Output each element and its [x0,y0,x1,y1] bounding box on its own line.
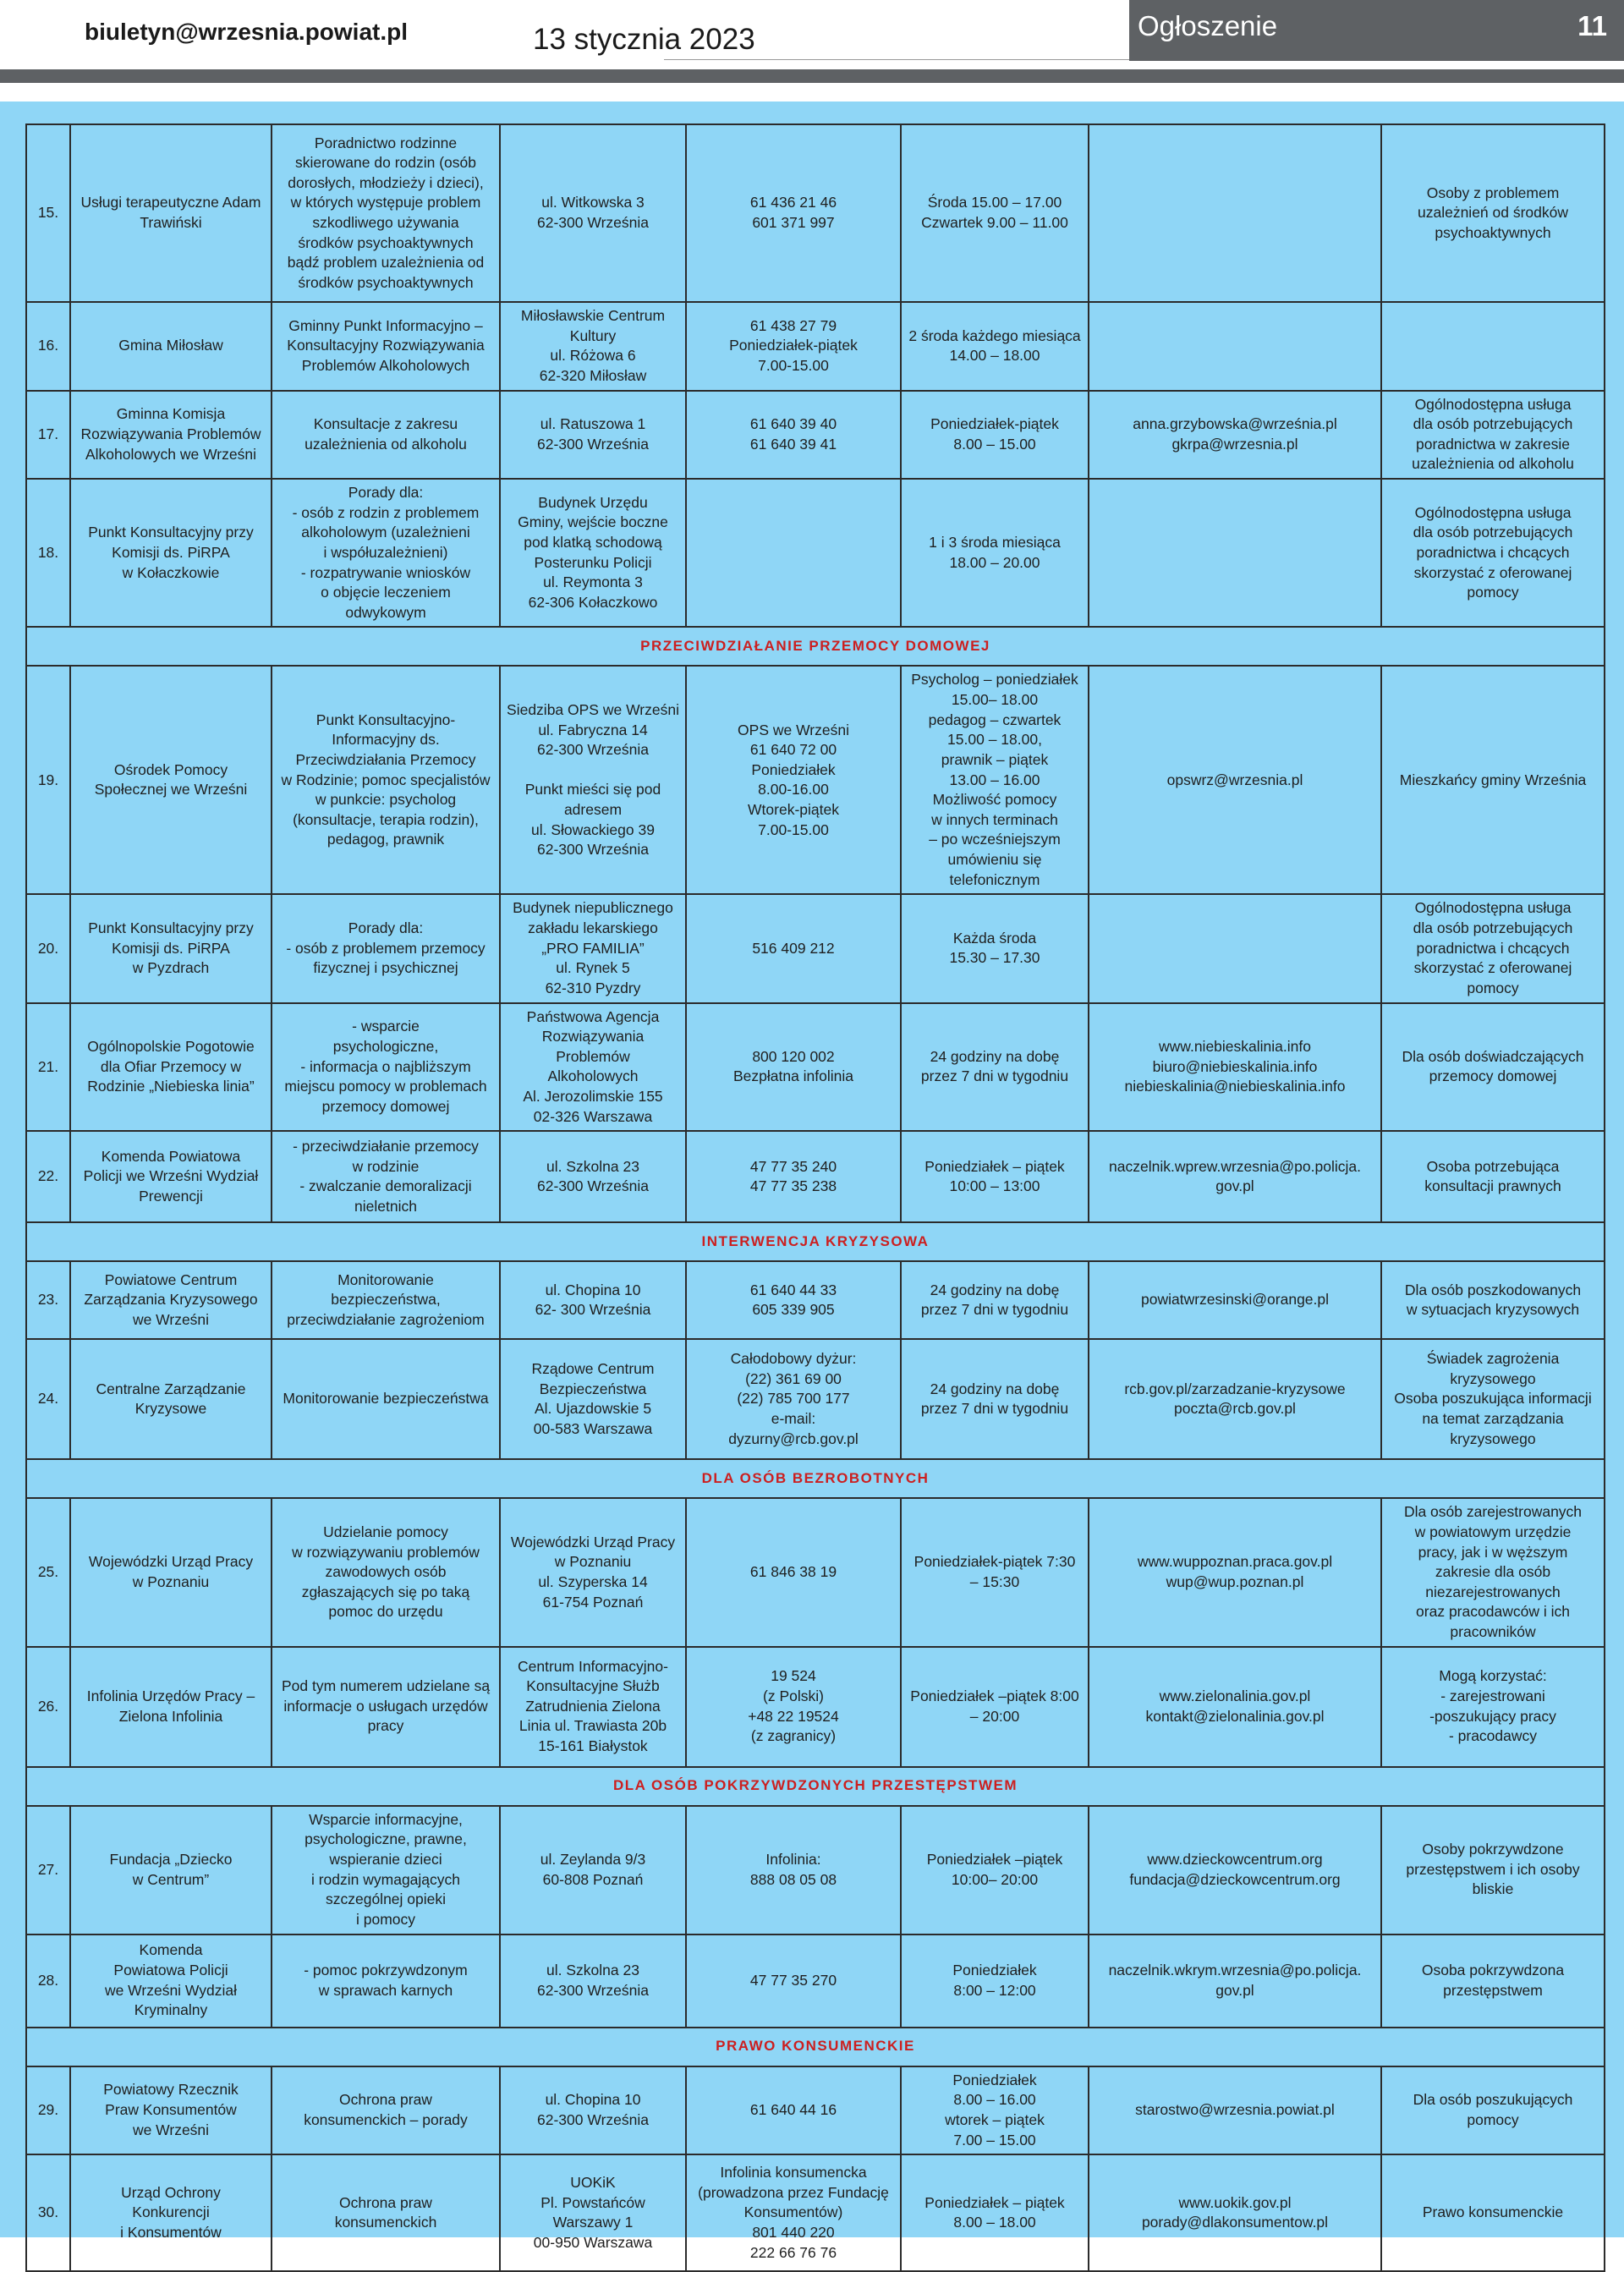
entry-contact[interactable]: www.niebieskalinia.info biuro@niebieskalinia.info niebieskalinia@niebieskalinia.info [1089,1003,1381,1132]
entry-number: 17. [26,391,70,480]
section-title: INTERWENCJA KRYZYSOWA [26,1222,1605,1261]
table-row [26,2154,1605,2271]
entry-audience [1381,302,1605,391]
entry-number: 23. [26,1261,70,1339]
entry-scope: Poradnictwo rodzinne skierowane do rodzin (osób dorosłych, młodzieży i dzieci), w których występuje problem szkodliwego używania środków psychoaktywnych bądź problem uzależnienia od środków psychoaktywnych [272,124,500,302]
entry-contact[interactable]: rcb.gov.pl/zarzadzanie-kryzysowe poczta@rcb.gov.pl [1089,1339,1381,1459]
entry-address: ul. Chopina 10 62- 300 Września [500,1261,686,1339]
entry-address: ul. Chopina 10 62-300 Września [500,2066,686,2155]
entry-address: Budynek niepublicznego zakładu lekarskiego „PRO FAMILIA” ul. Rynek 5 62-310 Pyzdry [500,894,686,1002]
entry-number: 22. [26,1131,70,1222]
entry-audience: Świadek zagrożenia kryzysowego Osoba poszukująca informacji na temat zarządzania kryzysowego [1381,1339,1605,1459]
header-section-box [1129,0,1624,61]
section-title: PRZECIWDZIAŁANIE PRZEMOCY DOMOWEJ [26,627,1605,666]
entry-audience: Osoba potrzebująca konsultacji prawnych [1381,1131,1605,1222]
entry-address: ul. Zeylanda 9/3 60-808 Poznań [500,1806,686,1934]
entry-contact [1089,479,1381,627]
entry-phone: Całodobowy dyżur: (22) 361 69 00 (22) 785 700 177 e-mail: dyzurny@rcb.gov.pl [686,1339,901,1459]
entry-hours: Poniedziałek –piątek 10:00– 20:00 [901,1806,1089,1934]
entry-number: 29. [26,2066,70,2155]
entry-phone: OPS we Wrześni 61 640 72 00 Poniedziałek 8.00-16.00 Wtorek-piątek 7.00-15.00 [686,666,901,894]
entry-address: Budynek Urzędu Gminy, wejście boczne pod klatką schodową Posterunku Policji ul. Reymonta 3 62-306 Kołaczkowo [500,479,686,627]
entry-hours: Każda środa 15.30 – 17.30 [901,894,1089,1002]
entry-audience: Dla osób doświadczających przemocy domowej [1381,1003,1605,1132]
entry-hours: Psycholog – poniedziałek 15.00– 18.00 pedagog – czwartek 15.00 – 18.00, prawnik – piątek 13.00 – 16.00 Możliwość pomocy w innych terminach – po wcześniejszym umówieniu się telefonicznym [901,666,1089,894]
entry-hours: 24 godziny na dobę przez 7 dni w tygodniu [901,1261,1089,1339]
entry-name: Urząd Ochrony Konkurencji i Konsumentów [70,2154,272,2271]
entry-name: Usługi terapeutyczne Adam Trawiński [70,124,272,302]
entry-number: 30. [26,2154,70,2271]
header-email[interactable]: biuletyn@wrzesnia.powiat.pl [85,19,409,45]
entry-name: Komenda Powiatowa Policji we Wrześni Wydział Kryminalny [70,1934,272,2028]
table-row [26,2066,1605,2155]
entry-audience: Ogólnodostępna usługa dla osób potrzebujących poradnictwa i chcących skorzystać z oferowanej pomocy [1381,894,1605,1002]
entry-hours: 24 godziny na dobę przez 7 dni w tygodniu [901,1339,1089,1459]
table-row [26,1498,1605,1646]
entry-address: Państwowa Agencja Rozwiązywania Problemów Alkoholowych Al. Jerozolimskie 155 02-326 Warszawa [500,1003,686,1132]
entry-contact[interactable]: www.zielonalinia.gov.pl kontakt@zielonalinia.gov.pl [1089,1647,1381,1767]
entry-audience: Dla osób poszkodowanych w sytuacjach kryzysowych [1381,1261,1605,1339]
entry-audience: Osoba pokrzywdzona przestępstwem [1381,1934,1605,2028]
entry-audience: Osoby z problemem uzależnień od środków psychoaktywnych [1381,124,1605,302]
entry-hours: Poniedziałek 8.00 – 16.00 wtorek – piątek 7.00 – 15.00 [901,2066,1089,2155]
entry-audience: Ogólnodostępna usługa dla osób potrzebujących poradnictwa i chcących skorzystać z oferowanej pomocy [1381,479,1605,627]
entry-scope: Pod tym numerem udzielane są informacje o usługach urzędów pracy [272,1647,500,1767]
services-table [25,123,1605,2272]
entry-name: Ośrodek Pomocy Społecznej we Wrześni [70,666,272,894]
entry-phone: 47 77 35 270 [686,1934,901,2028]
entry-scope: Wsparcie informacyjne, psychologiczne, prawne, wspieranie dzieci i rodzin wymagających szczególnej opieki i pomocy [272,1806,500,1934]
entry-contact[interactable]: www.dzieckowcentrum.org fundacja@dzieckowcentrum.org [1089,1806,1381,1934]
entry-hours: 1 i 3 środa miesiąca 18.00 – 20.00 [901,479,1089,627]
header-divider [664,59,1129,60]
entry-address: ul. Ratuszowa 1 62-300 Września [500,391,686,480]
entry-address: Wojewódzki Urząd Pracy w Poznaniu ul. Szyperska 14 61-754 Poznań [500,1498,686,1646]
entry-phone: 61 640 44 16 [686,2066,901,2155]
entry-scope: - wsparcie psychologiczne, - informacja o najbliższym miejscu pomocy w problemach przemocy domowej [272,1003,500,1132]
entry-phone: 61 640 44 33 605 339 905 [686,1261,901,1339]
entry-number: 20. [26,894,70,1002]
section-header-row [26,1767,1605,1806]
section-header-row [26,627,1605,666]
entry-name: Powiatowe Centrum Zarządzania Kryzysowego we Wrześni [70,1261,272,1339]
entry-phone: 516 409 212 [686,894,901,1002]
entry-hours: Poniedziałek – piątek 8.00 – 18.00 [901,2154,1089,2271]
entry-number: 28. [26,1934,70,2028]
table-row [26,1934,1605,2028]
table-row [26,1131,1605,1222]
entry-phone: 800 120 002 Bezpłatna infolinia [686,1003,901,1132]
entry-name: Komenda Powiatowa Policji we Wrześni Wydział Prewencji [70,1131,272,1222]
entry-contact[interactable]: starostwo@wrzesnia.powiat.pl [1089,2066,1381,2155]
entry-address: ul. Witkowska 3 62-300 Września [500,124,686,302]
entry-hours: Poniedziałek 8:00 – 12:00 [901,1934,1089,2028]
entry-name: Ogólnopolskie Pogotowie dla Ofiar Przemocy w Rodzinie „Niebieska linia” [70,1003,272,1132]
entry-name: Wojewódzki Urząd Pracy w Poznaniu [70,1498,272,1646]
section-header-row [26,1222,1605,1261]
entry-number: 19. [26,666,70,894]
entry-hours: Poniedziałek – piątek 10:00 – 13:00 [901,1131,1089,1222]
entry-scope: - przeciwdziałanie przemocy w rodzinie - zwalczanie demoralizacji nieletnich [272,1131,500,1222]
entry-number: 24. [26,1339,70,1459]
table-row [26,1003,1605,1132]
table-row [26,1339,1605,1459]
entry-number: 25. [26,1498,70,1646]
section-title: DLA OSÓB BEZROBOTNYCH [26,1459,1605,1498]
entry-scope: Ochrona praw konsumenckich – porady [272,2066,500,2155]
entry-number: 18. [26,479,70,627]
entry-scope: - pomoc pokrzywdzonym w sprawach karnych [272,1934,500,2028]
entry-audience: Mogą korzystać: - zarejestrowani -poszukujący pracy - pracodawcy [1381,1647,1605,1767]
entry-scope: Porady dla: - osób z rodzin z problemem alkoholowym (uzależnieni i współuzależnieni) - rozpatrywanie wniosków o objęcie leczeniem odwykowym [272,479,500,627]
section-header-row [26,1459,1605,1498]
section-title: DLA OSÓB POKRZYWDZONYCH PRZESTĘPSTWEM [26,1767,1605,1806]
entry-audience: Mieszkańcy gminy Września [1381,666,1605,894]
entry-address: ul. Szkolna 23 62-300 Września [500,1934,686,2028]
entry-phone [686,479,901,627]
entry-address: Siedziba OPS we Wrześni ul. Fabryczna 14 62-300 Września Punkt mieści się pod adresem ul. Słowackiego 39 62-300 Września [500,666,686,894]
entry-address: ul. Szkolna 23 62-300 Września [500,1131,686,1222]
entry-audience: Dla osób poszukujących pomocy [1381,2066,1605,2155]
table-row [26,894,1605,1002]
entry-number: 26. [26,1647,70,1767]
entry-contact[interactable]: opswrz@wrzesnia.pl [1089,666,1381,894]
entry-name: Gmina Miłosław [70,302,272,391]
entry-hours: 2 środa każdego miesiąca 14.00 – 18.00 [901,302,1089,391]
entry-scope: Monitorowanie bezpieczeństwa [272,1339,500,1459]
entry-number: 21. [26,1003,70,1132]
content-panel [0,102,1624,2261]
entry-phone: 61 846 38 19 [686,1498,901,1646]
entry-name: Infolinia Urzędów Pracy – Zielona Infolinia [70,1647,272,1767]
page-number: 11 [1577,10,1607,41]
table-row [26,302,1605,391]
entry-scope: Porady dla: - osób z problemem przemocy fizycznej i psychicznej [272,894,500,1002]
entry-hours: Poniedziałek –piątek 8:00 – 20:00 [901,1647,1089,1767]
entry-name: Centralne Zarządzanie Kryzysowe [70,1339,272,1459]
entry-contact[interactable]: www.uokik.gov.pl porady@dlakonsumentow.pl [1089,2154,1381,2271]
entry-phone: 47 77 35 240 47 77 35 238 [686,1131,901,1222]
section-header-row [26,2028,1605,2066]
entry-number: 16. [26,302,70,391]
header-bar [0,69,1624,83]
table-row [26,1806,1605,1934]
entry-hours: Poniedziałek-piątek 7:30 – 15:30 [901,1498,1089,1646]
entry-phone: 61 436 21 46 601 371 997 [686,124,901,302]
entry-name: Gminna Komisja Rozwiązywania Problemów Alkoholowych we Wrześni [70,391,272,480]
entry-phone: 61 640 39 40 61 640 39 41 [686,391,901,480]
table-row [26,124,1605,302]
entry-scope: Monitorowanie bezpieczeństwa, przeciwdziałanie zagrożeniom [272,1261,500,1339]
entry-address: Rządowe Centrum Bezpieczeństwa Al. Ujazdowskie 5 00-583 Warszawa [500,1339,686,1459]
entry-phone: 19 524 (z Polski) +48 22 19524 (z zagranicy) [686,1647,901,1767]
entry-scope: Udzielanie pomocy w rozwiązywaniu problemów zawodowych osób zgłaszających się po taką pomoc do urzędu [272,1498,500,1646]
entry-scope: Ochrona praw konsumenckich [272,2154,500,2271]
entry-name: Punkt Konsultacyjny przy Komisji ds. PiRPA w Kołaczkowie [70,479,272,627]
table-row [26,391,1605,480]
entry-hours: Poniedziałek-piątek 8.00 – 15.00 [901,391,1089,480]
entry-contact[interactable]: powiatwrzesinski@orange.pl [1089,1261,1381,1339]
entry-number: 15. [26,124,70,302]
table-row [26,666,1605,894]
entry-hours: 24 godziny na dobę przez 7 dni w tygodniu [901,1003,1089,1132]
entry-contact[interactable]: anna.grzybowska@września.pl gkrpa@wrzesnia.pl [1089,391,1381,480]
entry-contact[interactable]: naczelnik.wkrym.wrzesnia@po.policja. gov.pl [1089,1934,1381,2028]
entry-address: UOKiK Pl. Powstańców Warszawy 1 00-950 Warszawa [500,2154,686,2271]
header-section-title: Ogłoszenie [1138,10,1278,41]
section-title: PRAWO KONSUMENCKIE [26,2028,1605,2066]
table-row [26,1647,1605,1767]
entry-audience: Osoby pokrzywdzone przestępstwem i ich osoby bliskie [1381,1806,1605,1934]
entry-address: Centrum Informacyjno- Konsultacyjne Służb Zatrudnienia Zielona Linia ul. Trawiasta 20b 15-161 Białystok [500,1647,686,1767]
entry-name: Punkt Konsultacyjny przy Komisji ds. PiRPA w Pyzdrach [70,894,272,1002]
header-date: 13 stycznia 2023 [533,23,755,56]
entry-scope: Punkt Konsultacyjno- Informacyjny ds. Przeciwdziałania Przemocy w Rodzinie; pomoc specjalistów w punkcie: psycholog (konsultacje, terapia rodzin), pedagog, prawnik [272,666,500,894]
entry-phone: Infolinia konsumencka (prowadzona przez Fundację Konsumentów) 801 440 220 222 66 76 76 [686,2154,901,2271]
entry-scope: Konsultacje z zakresu uzależnienia od alkoholu [272,391,500,480]
entry-contact [1089,124,1381,302]
entry-audience: Dla osób zarejestrowanych w powiatowym urzędzie pracy, jak i w węższym zakresie dla osób niezarejestrowanych oraz pracodawców i ich pracowników [1381,1498,1605,1646]
entry-name: Fundacja „Dziecko w Centrum” [70,1806,272,1934]
entry-contact[interactable]: www.wuppoznan.praca.gov.pl wup@wup.poznan.pl [1089,1498,1381,1646]
entry-contact [1089,302,1381,391]
entry-audience: Ogólnodostępna usługa dla osób potrzebujących poradnictwa w zakresie uzależnienia od alkoholu [1381,391,1605,480]
table-row [26,479,1605,627]
entry-scope: Gminny Punkt Informacyjno – Konsultacyjny Rozwiązywania Problemów Alkoholowych [272,302,500,391]
entry-number: 27. [26,1806,70,1934]
page-header [0,0,1624,68]
entry-audience: Prawo konsumenckie [1381,2154,1605,2271]
entry-contact[interactable]: naczelnik.wprew.wrzesnia@po.policja. gov.pl [1089,1131,1381,1222]
entry-phone: 61 438 27 79 Poniedziałek-piątek 7.00-15.00 [686,302,901,391]
entry-name: Powiatowy Rzecznik Praw Konsumentów we Wrześni [70,2066,272,2155]
entry-phone: Infolinia: 888 08 05 08 [686,1806,901,1934]
entry-contact [1089,894,1381,1002]
entry-hours: Środa 15.00 – 17.00 Czwartek 9.00 – 11.00 [901,124,1089,302]
table-row [26,1261,1605,1339]
entry-address: Miłosławskie Centrum Kultury ul. Różowa 6 62-320 Miłosław [500,302,686,391]
services-table-body [26,124,1605,2271]
